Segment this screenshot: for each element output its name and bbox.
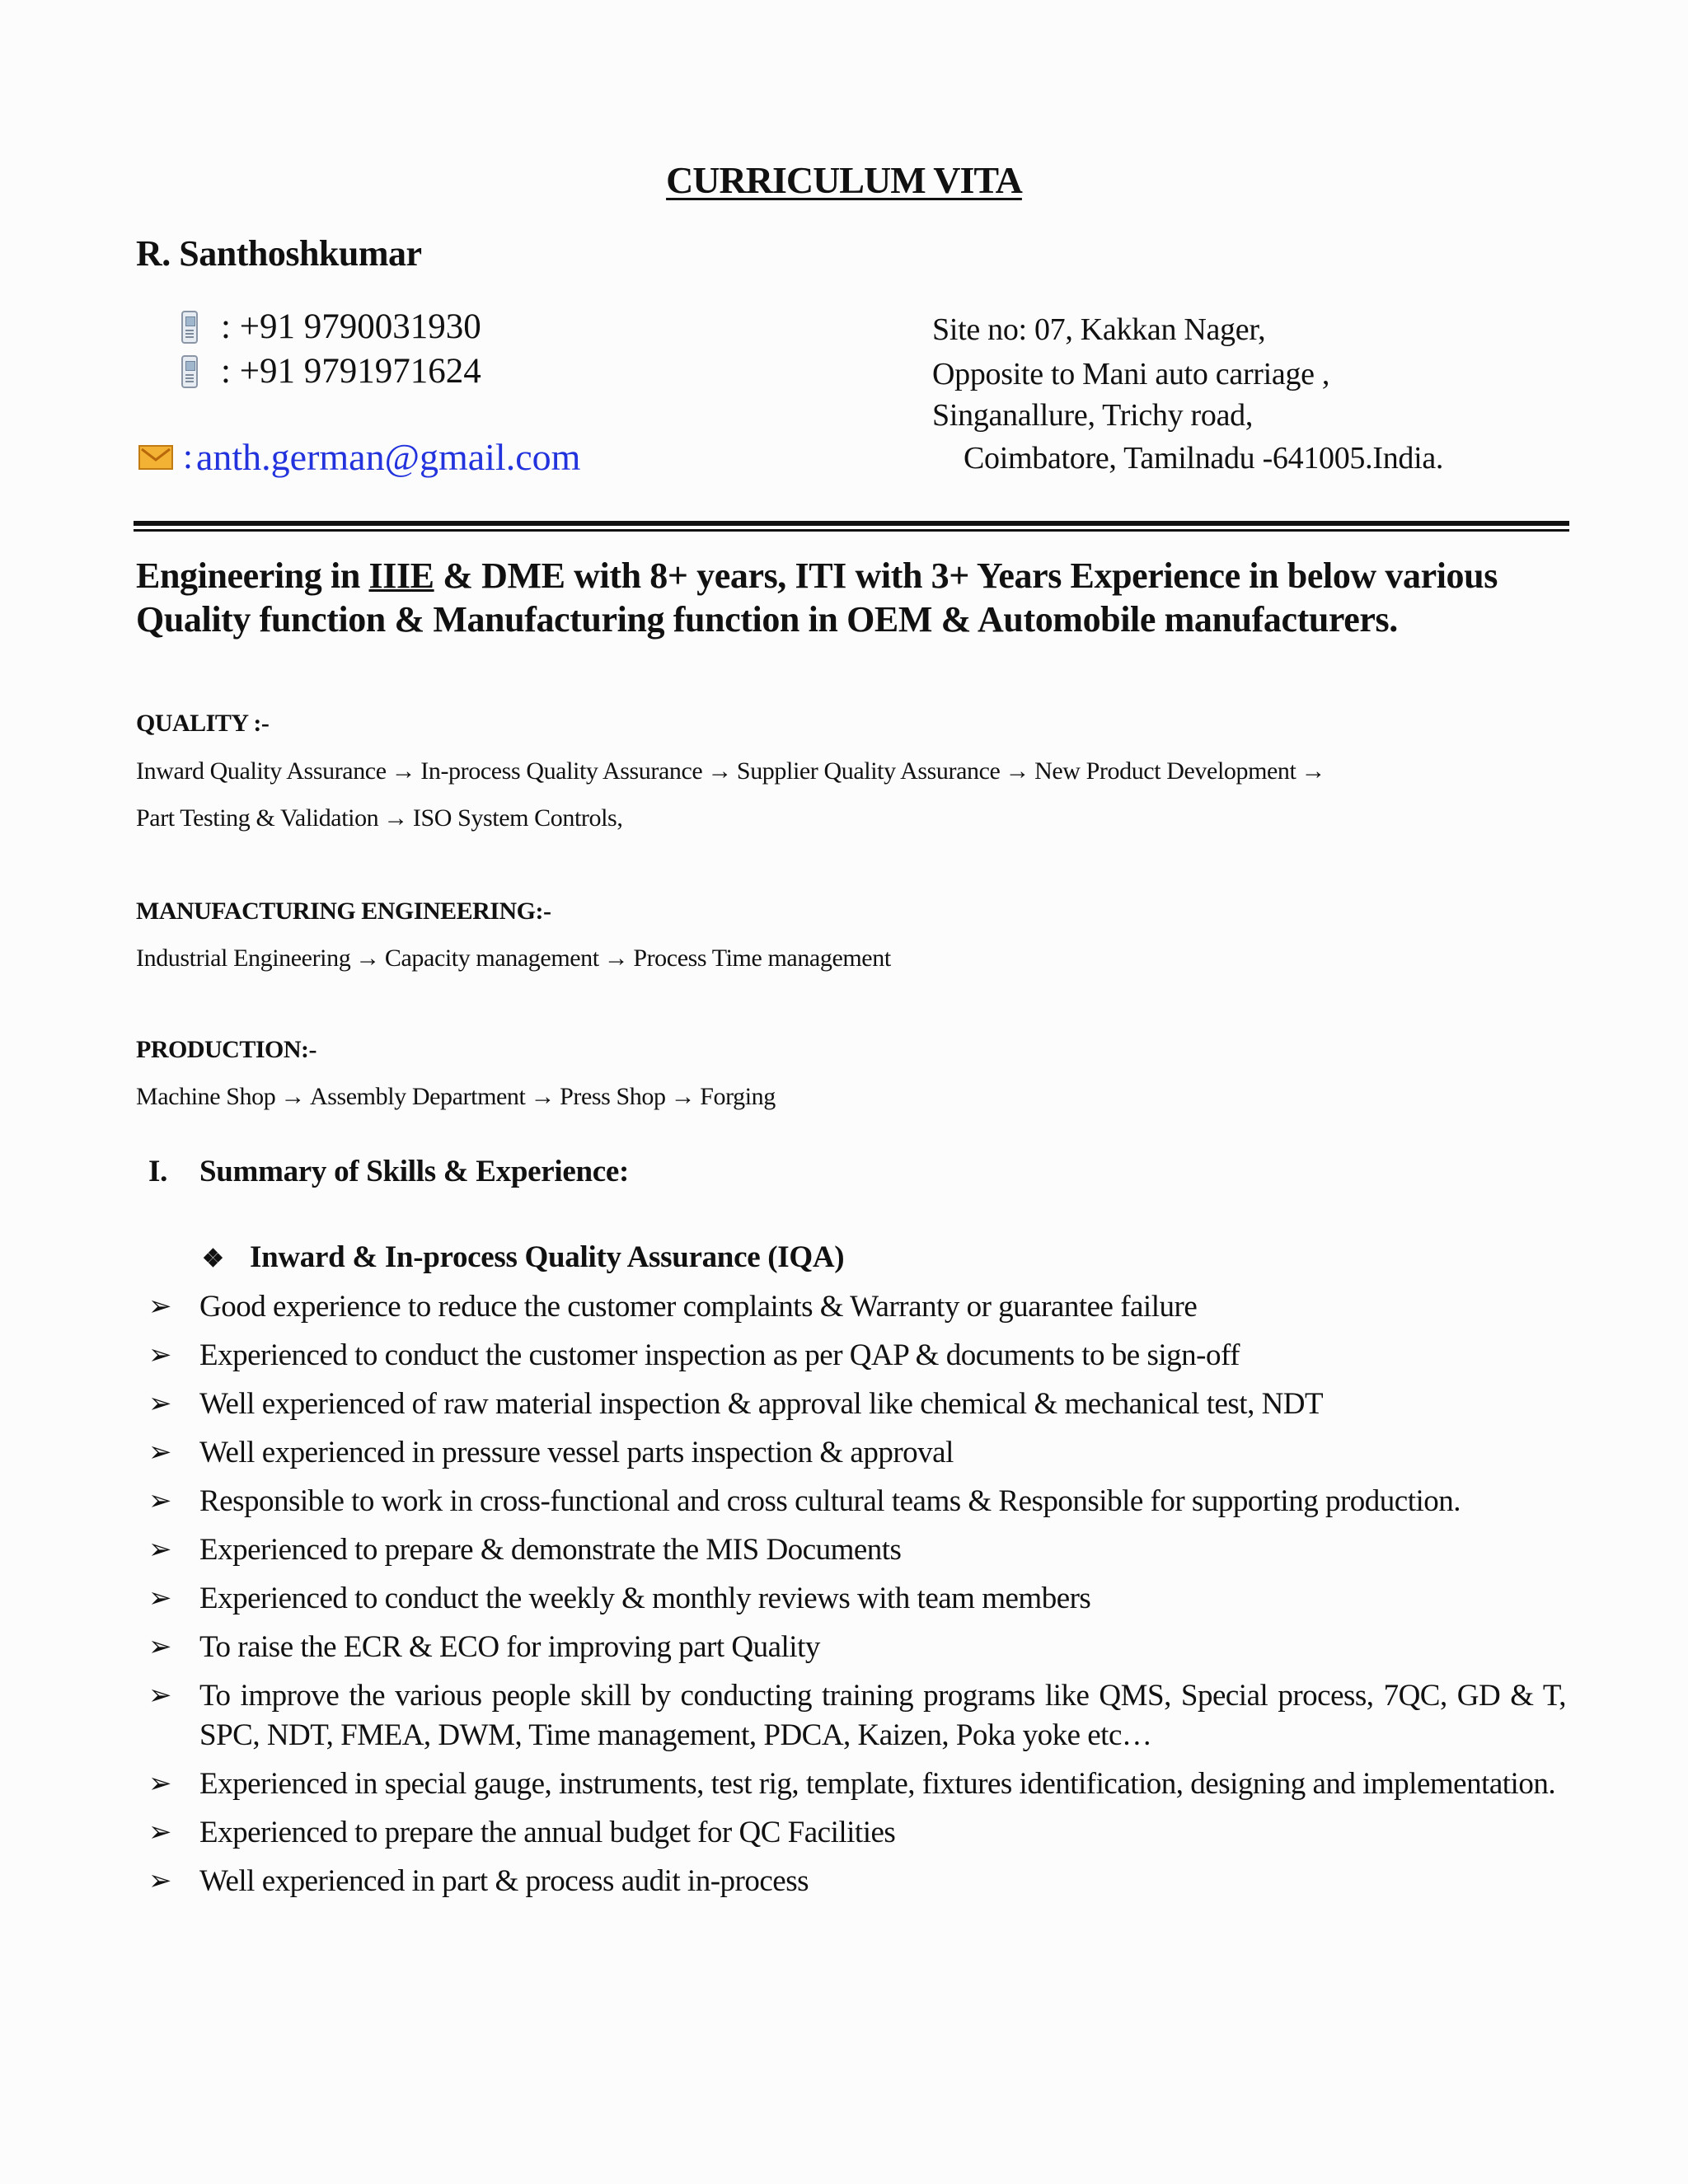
arrow-right-icon: →: [707, 757, 732, 785]
document-title: CURRICULUM VITA: [666, 159, 1022, 201]
phone-row-2: [181, 351, 481, 391]
list-item-text: Responsible to work in cross-functional and cross cultural teams & Responsible for supporting production.: [199, 1484, 1461, 1518]
flow-item: Part Testing & Validation: [136, 804, 379, 832]
list-item: [148, 1765, 1566, 1804]
arrow-right-icon: →: [355, 944, 380, 972]
arrow-bullet-icon: ➢: [148, 1817, 171, 1848]
envelope-icon: [138, 445, 173, 470]
arrow-bullet-icon: ➢: [148, 1535, 171, 1565]
address-line-1: Site no: 07, Kakkan Nager,: [932, 312, 1266, 347]
headline-text-1: Engineering in: [136, 555, 369, 596]
header-divider: [134, 521, 1569, 526]
list-item-text: Good experience to reduce the customer complaints & Warranty or guarantee failure: [199, 1290, 1198, 1324]
arrow-bullet-icon: ➢: [148, 1486, 171, 1516]
arrow-bullet-icon: ➢: [148, 1680, 171, 1711]
arrow-right-icon: →: [670, 1083, 696, 1110]
flow-item: New Product Development: [1034, 757, 1296, 785]
candidate-name: R. Santhoshkumar: [136, 233, 422, 274]
list-item-text: Experienced in special gauge, instruments, test rig, template, fixtures identification, designing and implementation.: [199, 1767, 1556, 1801]
flow-item: Industrial Engineering: [136, 944, 351, 972]
list-item: [148, 1287, 1566, 1327]
arrow-bullet-icon: ➢: [148, 1389, 171, 1419]
list-item: [148, 1433, 1566, 1473]
iqa-subheading-text: Inward & In-process Quality Assurance (IQA): [250, 1240, 845, 1274]
list-item: [148, 1862, 1566, 1901]
arrow-right-icon: →: [383, 804, 408, 832]
address-line-2: Opposite to Mani auto carriage ,: [932, 357, 1330, 391]
email-link[interactable]: anth.german@gmail.com: [195, 436, 581, 478]
address-line-4: Coimbatore, Tamilnadu -641005.India.: [964, 441, 1444, 476]
list-item-text: Well experienced in part & process audit in-process: [199, 1864, 809, 1898]
list-item-text: Well experienced of raw material inspection & approval like chemical & mechanical test, NDT: [199, 1387, 1324, 1421]
list-item: [148, 1676, 1566, 1755]
headline-underlined: IIIE: [368, 555, 434, 596]
arrow-right-icon: →: [280, 1083, 305, 1110]
skills-list: [148, 1287, 1566, 1910]
manufacturing-flow: [136, 944, 891, 972]
flow-item: Capacity management: [384, 944, 599, 972]
arrow-bullet-icon: ➢: [148, 1583, 171, 1614]
flow-item: Press Shop: [560, 1083, 666, 1110]
list-item-text: Experienced to conduct the customer inspection as per QAP & documents to be sign-off: [199, 1338, 1240, 1372]
arrow-right-icon: →: [603, 944, 629, 972]
phone-number-1: : +91 9790031930: [221, 307, 481, 346]
list-item-text: Experienced to conduct the weekly & monthly reviews with team members: [199, 1582, 1091, 1615]
flow-item: In-process Quality Assurance: [420, 757, 703, 785]
section-number: I.: [148, 1155, 168, 1188]
arrow-right-icon: →: [391, 757, 416, 785]
flow-item: ISO System Controls,: [412, 804, 623, 832]
email-row: [138, 435, 580, 479]
iqa-subheading: [202, 1240, 844, 1275]
summary-heading-text: Summary of Skills & Experience:: [199, 1155, 630, 1188]
headline-text-2: & DME with 8+ years, ITI with 3+ Years Experience in below various Quality function & Manufacturing function in OEM & Automobile manufacturers.: [136, 555, 1498, 640]
arrow-bullet-icon: ➢: [148, 1632, 171, 1662]
email-separator: :: [183, 438, 193, 476]
mobile-phone-icon: [181, 311, 198, 344]
mobile-phone-icon: [181, 355, 198, 388]
profile-headline: [136, 554, 1570, 641]
list-item-text: To raise the ECR & ECO for improving part Quality: [199, 1630, 820, 1664]
list-item: [148, 1813, 1566, 1853]
flow-item: Process Time management: [633, 944, 891, 972]
production-flow: [136, 1083, 776, 1111]
quality-heading: QUALITY :-: [136, 710, 270, 737]
arrow-right-icon: →: [1301, 757, 1326, 785]
phone-number-2: : +91 9791971624: [221, 352, 481, 391]
flow-item: Forging: [700, 1083, 776, 1110]
arrow-bullet-icon: ➢: [148, 1437, 171, 1468]
list-item-text: Experienced to prepare & demonstrate the MIS Documents: [199, 1533, 902, 1567]
arrow-bullet-icon: ➢: [148, 1769, 171, 1799]
list-item: [148, 1336, 1566, 1376]
manufacturing-heading: MANUFACTURING ENGINEERING:-: [136, 898, 551, 925]
address-line-3: Singanallure, Trichy road,: [932, 398, 1254, 433]
flow-item: Supplier Quality Assurance: [736, 757, 1001, 785]
list-item-text: To improve the various people skill by conducting training programs like QMS, Special process, 7QC, GD & T, SPC, NDT, FMEA, DWM, Time management, PDCA, Kaizen, Poka yoke etc…: [199, 1679, 1566, 1752]
list-item: [148, 1385, 1566, 1424]
flow-item: Inward Quality Assurance: [136, 757, 387, 785]
arrow-bullet-icon: ➢: [148, 1866, 171, 1896]
list-item: [148, 1482, 1566, 1521]
list-item-text: Experienced to prepare the annual budget for QC Facilities: [199, 1816, 896, 1849]
phone-row-1: [181, 307, 481, 347]
list-item: [148, 1579, 1566, 1619]
summary-heading: [148, 1154, 629, 1189]
flow-item: Assembly Department: [309, 1083, 526, 1110]
list-item: [148, 1530, 1566, 1570]
diamond-bullet-icon: ❖: [202, 1245, 224, 1272]
arrow-bullet-icon: ➢: [148, 1291, 171, 1322]
arrow-right-icon: →: [1005, 757, 1030, 785]
flow-item: Machine Shop: [136, 1083, 276, 1110]
arrow-right-icon: →: [530, 1083, 556, 1110]
quality-flow-line-1: [136, 757, 1330, 785]
quality-flow-line-2: [136, 804, 622, 832]
list-item-text: Well experienced in pressure vessel parts inspection & approval: [199, 1436, 954, 1469]
arrow-bullet-icon: ➢: [148, 1340, 171, 1371]
header-divider-thin: [134, 529, 1569, 532]
list-item: [148, 1628, 1566, 1667]
production-heading: PRODUCTION:-: [136, 1036, 316, 1063]
